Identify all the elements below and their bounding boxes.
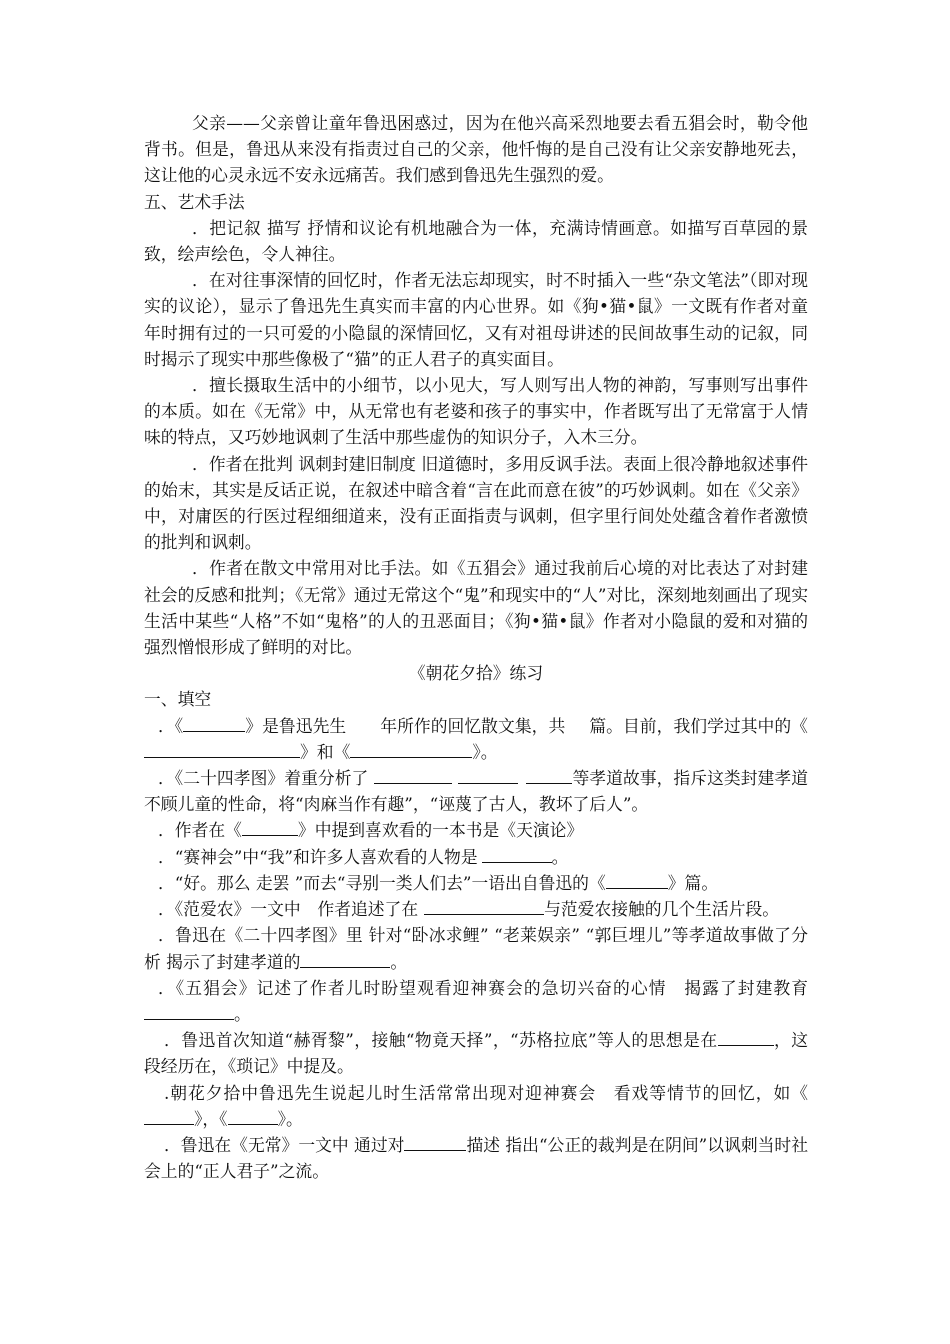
question-9: ．鲁迅首次知道“赫胥黎”，接触“物竟天择”，“苏格拉底”等人的思想是在 ，这段经历在，《琐记》中提及。 — [144, 1027, 808, 1079]
question-3: ．作者在《 》中提到喜欢看的一本书是《天演论》 — [144, 817, 808, 843]
answer-blank[interactable] — [144, 739, 300, 758]
answer-blank[interactable] — [144, 1106, 194, 1125]
question-11: ．鲁迅在《无常》一文中 通过对 描述 指出“公正的裁判是在阴间”以讽刺当时社会上的“正人君子”之流。 — [144, 1132, 808, 1184]
art-point-1: ．把记叙 描写 抒情和议论有机地融合为一体，充满诗情画意。如描写百草园的景致，绘声绘色，令人神往。 — [144, 217, 808, 265]
answer-blank[interactable] — [404, 1132, 466, 1151]
answer-blank[interactable] — [482, 844, 552, 863]
document-page — [144, 110, 808, 1184]
answer-blank[interactable] — [144, 1001, 234, 1020]
answer-blank[interactable] — [458, 765, 518, 784]
answer-blank[interactable] — [718, 1027, 774, 1046]
question-5: ．“好。那么 走罢 ”而去“寻别一类人们去”一语出自鲁迅的《 》篇。 — [144, 870, 808, 896]
art-point-3: ．擅长摄取生活中的小细节，以小见大，写人则写出人物的神韵，写事则写出事件的本质。如在《无常》中，从无常也有老婆和孩子的事实中，作者既写出了无常富于人情味的特点，又巧妙地讽刺了生活中那些虚伪的知识分子，入木三分。 — [144, 375, 808, 448]
answer-blank[interactable] — [350, 739, 472, 758]
exercise-title: 《朝花夕拾》练习 — [408, 663, 544, 684]
question-6: ．《范爱农》一文中 作者追述了在 与范爱农接触的几个生活片段。 — [144, 896, 808, 922]
question-2: ．《二十四孝图》着重分析了 等孝道故事，指斥这类封建孝道不顾儿童的性命，将“肉麻当作有趣”，“诬蔑了古人，教坏了后人”。 — [144, 765, 808, 817]
question-1: ．《 》是鲁迅先生 年所作的回忆散文集，共 篇。目前，我们学过其中的《》和《 》。 — [144, 713, 808, 765]
paragraph-father: 父亲——父亲曾让童年鲁迅困惑过，因为在他兴高采烈地要去看五猖会时，勒令他背书。但是，鲁迅从来没有指责过自己的父亲，他忏悔的是自己没有让父亲安静地死去，这让他的心灵永远不安永远痛苦。我们感到鲁迅先生强烈的爱。 — [144, 113, 808, 186]
art-point-2: ．在对往事深情的回忆时，作者无法忘却现实，时不时插入一些“杂文笔法”（即对现实的议论），显示了鲁迅先生真实而丰富的内心世界。如《狗•猫•鼠》一文既有作者对童年时拥有过的一只可爱的小隐鼠的深情回忆，又有对祖母讲述的民间故事生动的记叙，同时揭示了现实中那些像极了“猫”的正人君子的真实面目。 — [144, 270, 808, 369]
answer-blank[interactable] — [183, 713, 245, 732]
art-point-5: ．作者在散文中常用对比手法。如《五猖会》通过我前后心境的对比表达了对封建社会的反感和批判；《无常》通过无常这个“鬼”和现实中的“人”对比，深刻地刻画出了现实生活中某些“人格”不如“鬼格”的人的丑恶面目；《狗•猫•鼠》作者对小隐鼠的爱和对猫的强烈憎恨形成了鲜明的对比。 — [144, 558, 808, 658]
section-heading-fill: 一、填空 — [144, 689, 212, 710]
answer-blank[interactable] — [606, 870, 668, 889]
answer-blank[interactable] — [300, 949, 390, 968]
answer-blank[interactable] — [228, 1106, 278, 1125]
section-heading-art: 五、艺术手法 — [144, 191, 245, 212]
question-10: .朝花夕拾中鲁迅先生说起儿时生活常常出现对迎神赛会 看戏等情节的回忆，如《》，《 》。 — [144, 1080, 808, 1132]
question-7: ．鲁迅在《二十四孝图》里 针对“卧冰求鲤” “老莱娱亲” “郭巨埋儿”等孝道故事做了分析 揭示了封建孝道的 。 — [144, 925, 808, 972]
question-8: ．《五猖会》记述了作者儿时盼望观看迎神赛会的急切兴奋的心情 揭露了封建教育。 — [144, 975, 808, 1027]
answer-blank[interactable] — [424, 896, 544, 915]
answer-blank[interactable] — [374, 765, 452, 784]
art-point-4: ．作者在批判 讽刺封建旧制度 旧道德时，多用反讽手法。表面上很冷静地叙述事件的始末，其实是反话正说，在叙述中暗含着“言在此而意在彼”的巧妙讽刺。如在《父亲》中，对庸医的行医过程细细道来，没有正面指责与讽刺，但字里行间处处蕴含着作者激愤的批判和讽刺。 — [144, 453, 808, 553]
answer-blank[interactable] — [526, 765, 572, 784]
question-4: ．“赛神会”中“我”和许多人喜欢看的人物是 。 — [144, 844, 808, 870]
answer-blank[interactable] — [242, 817, 298, 836]
